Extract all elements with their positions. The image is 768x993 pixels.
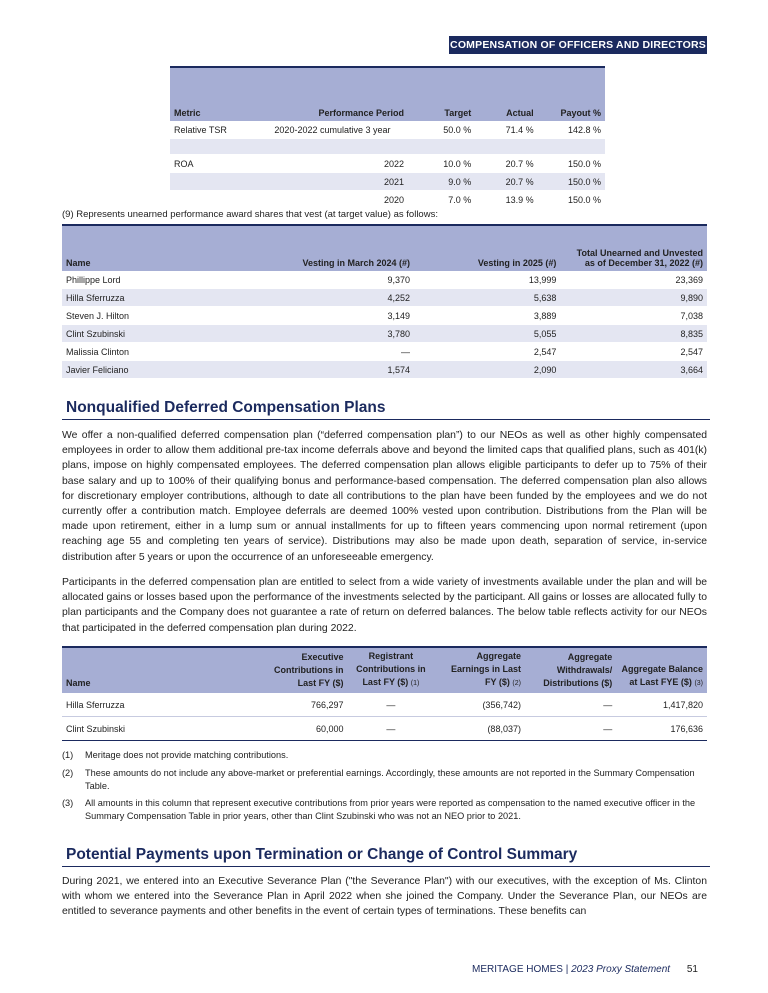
- paragraph: We offer a non-qualified deferred compensation plan (“deferred compensation plan”) to our NEOs as well as other highly compensated employees in order to allow them additional pre-tax income deferrals above and beyond the limited caps that qualified plans, such as 401(k) plans, impose on highly compensated employees. The deferred compensation plan allows eligible participants to defer up to 75% of their base salary and up to 100% of their qualifying bonus and performance-based compensation. The deferred compensation plan also allows for discretionary employer contributions, although to date all contributions to the plan have been funded by the employees and we do not currently offer a contribution match. Employee deferrals are deemed 100% vested upon contribution. Distributions from the Plan will be made upon retirement, either in a lump sum or annual installments for up to fifteen years commencing upon normal retirement (upon reaching age 55 and completing ten years of service). Distributions may also be made upon death, separation of service, in-service distribution after 5 years or upon the occurrence of an unforeseeable emergency.: [62, 430, 707, 563]
- column-header-label: Aggregate Balance at Last FYE ($): [621, 664, 703, 687]
- paragraph: During 2021, we entered into an Executive Severance Plan ("the Severance Plan") with our executives, with the exception of Ms. Clinton with whom we entered into the Severance Plan in April 2022 when she joined the Company. Under the Severance Plan, our NEOs are entitled to severance payments and other benefits in the event of certain types of terminations. These benefits can: [62, 876, 707, 918]
- table-cell: —: [348, 693, 435, 717]
- table-cell: Steven J. Hilton: [62, 307, 248, 325]
- table-cell: 3,889: [414, 307, 560, 325]
- footnote-number: (3): [62, 798, 74, 808]
- vesting-table: [62, 224, 707, 379]
- column-header: Payout %: [560, 108, 601, 118]
- table-header-row: [170, 67, 605, 121]
- table-cell: [170, 139, 257, 155]
- table-row: [62, 325, 707, 343]
- table-cell: 2022: [257, 155, 408, 173]
- section-title: Nonqualified Deferred Compensation Plans: [62, 399, 710, 420]
- table-cell: Clint Szubinski: [62, 325, 248, 343]
- table-row: [62, 717, 707, 741]
- column-header: Actual: [506, 108, 534, 118]
- table-cell: 10.0 %: [408, 155, 475, 173]
- table-cell: 2,547: [560, 343, 707, 361]
- section-banner: COMPENSATION OF OFFICERS AND DIRECTORS: [449, 36, 707, 54]
- table-cell: Hilla Sferruzza: [62, 693, 261, 717]
- page-footer: [472, 964, 698, 975]
- column-header-label: Executive Contributions in Last FY ($): [274, 652, 344, 688]
- table-row: [62, 289, 707, 307]
- column-header: Vesting in March 2024 (#): [302, 258, 411, 268]
- table-cell: 9,370: [248, 271, 414, 289]
- footnote-number: (2): [62, 768, 74, 778]
- table-cell: [257, 139, 408, 155]
- table-cell: [408, 139, 475, 155]
- footnote-text: These amounts do not include any above-market or preferential earnings. Accordingly, these amounts are not reported in the Summary Compensation Table.: [85, 768, 695, 791]
- table-row: [62, 361, 707, 379]
- table-cell: 3,780: [248, 325, 414, 343]
- table-cell: (88,037): [434, 717, 525, 741]
- table-cell: 150.0 %: [538, 191, 605, 209]
- table-row: [170, 139, 605, 155]
- table-row: [62, 693, 707, 717]
- table-row: [170, 173, 605, 191]
- column-header: [261, 647, 348, 693]
- footnote-text: Meritage does not provide matching contributions.: [85, 750, 289, 760]
- column-header-label: Aggregate Earnings in Last FY ($): [450, 651, 521, 687]
- table-cell: 13.9 %: [475, 191, 537, 209]
- column-header: [616, 647, 707, 693]
- table-cell: 2020: [257, 191, 408, 209]
- table-cell: 50.0 %: [408, 121, 475, 139]
- table-cell: 150.0 %: [538, 173, 605, 191]
- deferred-compensation-table: [62, 646, 707, 741]
- table-cell: Clint Szubinski: [62, 717, 261, 741]
- footnote-text: All amounts in this column that represent executive contributions from prior years were reported as compensation to the named executive officer in the Summary Compensation Table in prior years, other than Clint Szubinski who was not an NEO prior to 2021.: [85, 798, 696, 821]
- table-row: [62, 343, 707, 361]
- table-cell: 766,297: [261, 693, 348, 717]
- table-cell: Hilla Sferruzza: [62, 289, 248, 307]
- performance-metric-table: [170, 66, 605, 209]
- footnote-number: (1): [62, 750, 74, 760]
- table-cell: 142.8 %: [538, 121, 605, 139]
- footnote-ref: (3): [694, 680, 703, 687]
- table-row: [170, 155, 605, 173]
- table-header-row: [62, 647, 707, 693]
- column-header-label: Registrant Contributions in Last FY ($): [356, 651, 426, 687]
- table-cell: 2020-2022 cumulative 3 year: [257, 121, 408, 139]
- table-cell: 150.0 %: [538, 155, 605, 173]
- column-header: [525, 647, 616, 693]
- table-cell: 2021: [257, 173, 408, 191]
- table-cell: [538, 139, 605, 155]
- column-header: Name: [66, 678, 91, 688]
- table-row: [170, 191, 605, 209]
- table-cell: 71.4 %: [475, 121, 537, 139]
- table-cell: 9.0 %: [408, 173, 475, 191]
- column-header: Target: [444, 108, 472, 118]
- footer-company: MERITAGE HOMES: [472, 964, 563, 975]
- table-cell: 5,055: [414, 325, 560, 343]
- footnote-9: (9) Represents unearned performance award shares that vest (at target value) as follows:: [62, 209, 438, 220]
- table-cell: 2,547: [414, 343, 560, 361]
- table-cell: 13,999: [414, 271, 560, 289]
- footnote: [62, 749, 707, 762]
- section-title: Potential Payments upon Termination or Change of Control Summary: [62, 846, 710, 867]
- table-cell: ROA: [170, 155, 257, 173]
- table-cell: 3,664: [560, 361, 707, 379]
- column-header-label: Aggregate Withdrawals/ Distributions ($): [543, 652, 613, 688]
- table-cell: 20.7 %: [475, 173, 537, 191]
- column-header: [434, 647, 525, 693]
- footer-separator: |: [565, 964, 569, 975]
- footnote-ref: (2): [512, 680, 521, 687]
- table-cell: 1,417,820: [616, 693, 707, 717]
- table-cell: 8,835: [560, 325, 707, 343]
- table-cell: Relative TSR: [170, 121, 257, 139]
- table-cell: 1,574: [248, 361, 414, 379]
- table-cell: 7.0 %: [408, 191, 475, 209]
- footnote-ref: (1): [410, 680, 420, 687]
- table-row: [62, 271, 707, 289]
- table-cell: Malissia Clinton: [62, 343, 248, 361]
- table-cell: 5,638: [414, 289, 560, 307]
- table-cell: —: [525, 693, 616, 717]
- table-cell: —: [248, 343, 414, 361]
- table-cell: [170, 173, 257, 191]
- paragraph: Participants in the deferred compensation plan are entitled to select from a wide variety of investments available under the plan and will be allocated gains or losses based upon the performance of the investments selected by the participant. All gains or losses are allocated fully to plan participants and the Company does not guarantee a rate of return on deferred balances. The below table reflects activity for our NEOs that participated in the deferred compensation plan during 2022.: [62, 577, 707, 634]
- table-cell: 7,038: [560, 307, 707, 325]
- table-cell: Javier Feliciano: [62, 361, 248, 379]
- table-cell: Phillippe Lord: [62, 271, 248, 289]
- table-cell: —: [348, 717, 435, 741]
- table-cell: 2,090: [414, 361, 560, 379]
- column-header: Total Unearned and Unvested as of December 31, 2022 (#): [576, 248, 703, 268]
- table-row: [170, 121, 605, 139]
- table-cell: 176,636: [616, 717, 707, 741]
- footnote: [62, 767, 707, 792]
- column-header: Vesting in 2025 (#): [477, 258, 557, 268]
- table-cell: 4,252: [248, 289, 414, 307]
- table-row: [62, 307, 707, 325]
- column-header: [348, 647, 435, 693]
- table-cell: —: [525, 717, 616, 741]
- table-cell: 3,149: [248, 307, 414, 325]
- column-header: Name: [66, 258, 91, 268]
- table-cell: 9,890: [560, 289, 707, 307]
- footnote: [62, 797, 707, 822]
- table-cell: 20.7 %: [475, 155, 537, 173]
- column-header: Metric: [174, 108, 201, 118]
- table-cell: [170, 191, 257, 209]
- table-cell: 60,000: [261, 717, 348, 741]
- table-cell: 23,369: [560, 271, 707, 289]
- page-number: 51: [686, 964, 698, 975]
- table-header-row: [62, 225, 707, 271]
- column-header: Performance Period: [318, 108, 404, 118]
- table-cell: (356,742): [434, 693, 525, 717]
- table-cell: [475, 139, 537, 155]
- footer-doc-title: 2023 Proxy Statement: [571, 964, 671, 975]
